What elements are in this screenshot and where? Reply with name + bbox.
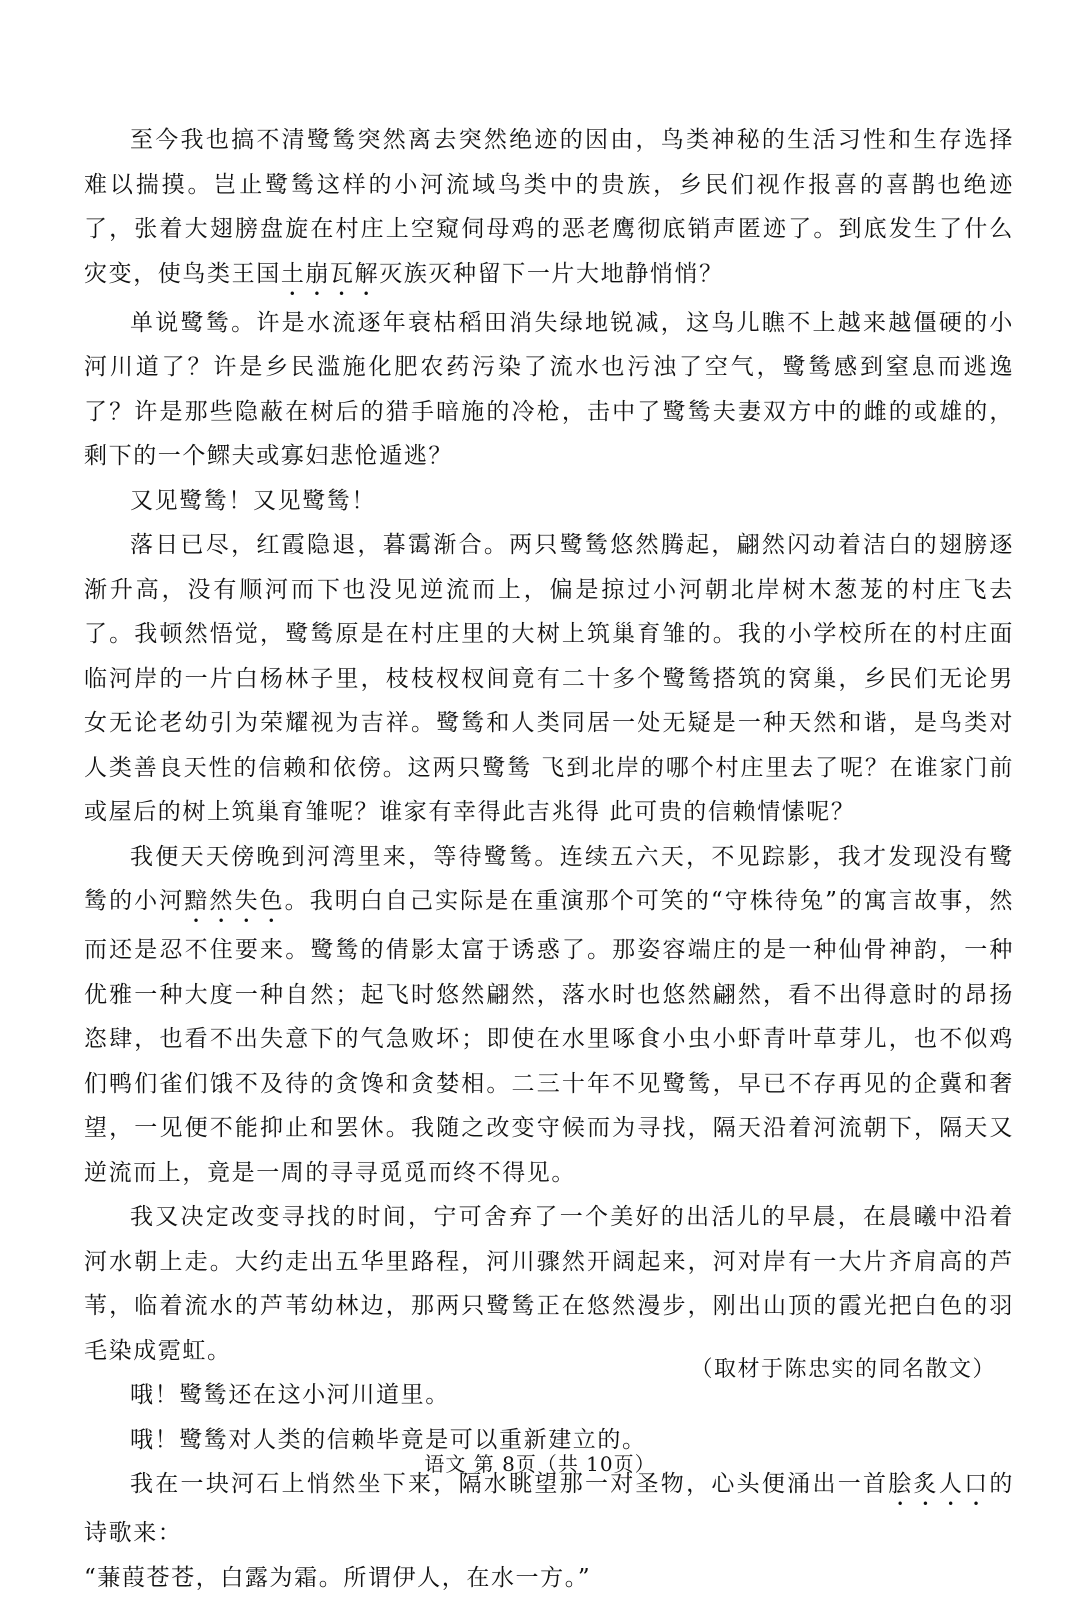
emphasis-term: 黯然失色 [184,888,284,914]
poem-quote: “蒹葭苍苍，白露为霜。所谓伊人，在水一方。” [84,1556,1014,1600]
emphasis-term: 脍炙人口 [888,1471,989,1497]
paragraph-5: 我便天天傍晚到河湾里来，等待鹭鸶。连续五六天，不见踪影，我才发现没有鹭鸶的小河黯然失色。我明白自己实际是在重演那个可笑的“守株待兔”的寓言故事，然而还是忍不住要来。鹭鸶的倩影太富于诱惑了。那姿容端庄的是一种仙骨神韵，一种优雅一种大度一种自然；起飞时悠然翩然，落水时也悠然翩然，看不出得意时的昂扬恣肆，也看不出失意下的气急败坏；即使在水里啄食小虫小虾青叶草芽儿，也不似鸡们鸭们雀们饿不及待的贪馋和贪婪相。二三十年不见鹭鸶，早已不存再见的企冀和奢望，一见便不能抑止和罢休。我随之改变守候而为寻找，隔天沿着河流朝下，隔天又逆流而上，竟是一周的寻寻觅觅而终不得见。 [84,835,1014,1196]
paragraph-3: 又见鹭鸶！又见鹭鸶！ [84,479,1014,524]
paragraph-1: 至今我也搞不清鹭鸶突然离去突然绝迹的因由，鸟类神秘的生活习性和生存选择难以揣摸。岂止鹭鸶这样的小河流域鸟类中的贵族，乡民们视作报喜的喜鹊也绝迹了，张着大翅膀盘旋在村庄上空窥伺母鸡的恶老鹰彻底销声匿迹了。到底发生了什么灾变，使鸟类王国土崩瓦解灭族灭种留下一片大地静悄悄？ [84,118,1014,301]
paragraph-2: 单说鹭鸶。许是水流逐年衰枯稻田消失绿地锐减，这鸟儿瞧不上越来越僵硬的小河川道了？许是乡民滥施化肥农药污染了流水也污浊了空气，鹭鸶感到窒息而逃逸了？许是那些隐蔽在树后的猎手暗施的冷枪，击中了鹭鸶夫妻双方中的雌的或雄的，剩下的一个鳏夫或寡妇悲怆遁逃？ [84,301,1014,479]
paragraph-6: 我又决定改变寻找的时间，宁可舍弃了一个美好的出活儿的早晨，在晨曦中沿着河水朝上走。大约走出五华里路程，河川骤然开阔起来，河对岸有一大片齐肩高的芦苇，临着流水的芦苇幼林边，那两只鹭鸶正在悠然漫步，刚出山顶的霞光把白色的羽毛染成霓虹。 [84,1195,1014,1373]
page-footer: 语文 第 8页（共 10页） [0,1448,1080,1477]
paragraph-8: 哦！鹭鸶对人类的信赖毕竟是可以重新建立的。 [84,1418,1014,1463]
source-citation: （取材于陈忠实的同名散文） [690,1352,996,1383]
paragraph-7: 哦！鹭鸶还在这小河川道里。 [84,1373,1014,1418]
paragraph-9: 我在一块河石上悄然坐下来，隔水眺望那一对圣物，心头便涌出一首脍炙人口的诗歌来： [84,1462,1014,1556]
emphasis-term: 土崩瓦解 [281,261,379,287]
paragraph-4: 落日已尽，红霞隐退，暮霭渐合。两只鹭鸶悠然腾起，翩然闪动着洁白的翅膀逐渐升高，没有顺河而下也没见逆流而上，偏是掠过小河朝北岸树木葱茏的村庄飞去了。我顿然悟觉，鹭鸶原是在村庄里的大树上筑巢育雏的。我的小学校所在的村庄面临河岸的一片白杨林子里，枝枝杈杈间竟有二十多个鹭鸶搭筑的窝巢，乡民们无论男女无论老幼引为荣耀视为吉祥。鹭鸶和人类同居一处无疑是一种天然和谐，是鸟类对人类善良天性的信赖和依傍。这两只鹭鸶 飞到北岸的哪个村庄里去了呢？在谁家门前或屋后的树上筑巢育雏呢？谁家有幸得此吉兆得 此可贵的信赖情愫呢？ [84,523,1014,835]
